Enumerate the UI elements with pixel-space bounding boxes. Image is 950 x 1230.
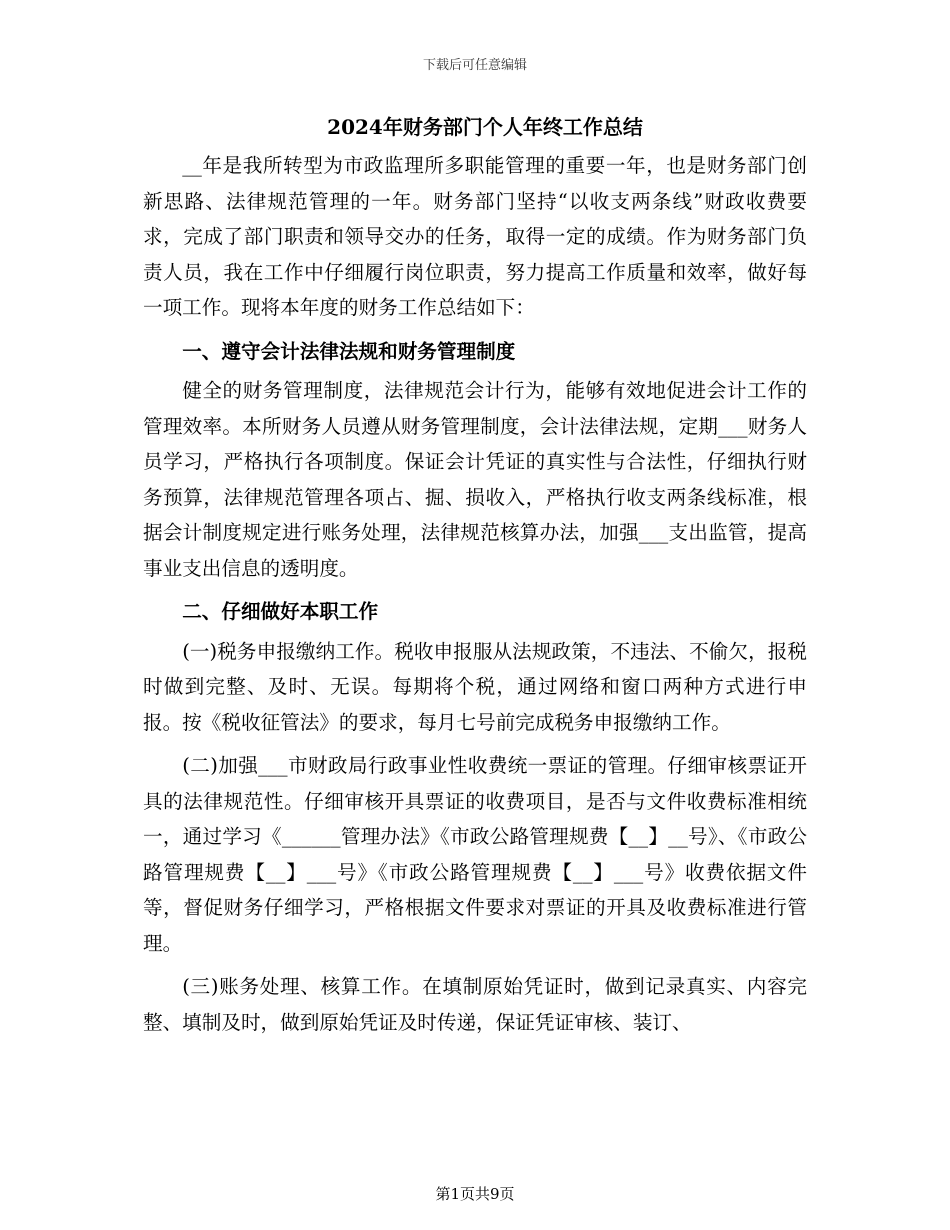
document-body <box>143 112 807 1040</box>
item-2-paragraph: (二)加强___市财政局行政事业性收费统一票证的管理。仔细审核票证开具的法律规范性。仔细审核开具票证的收费项目，是否与文件收费标准相统一，通过学习《______管理办法》《市政公路管理规费【__】__号》、《市政公路管理规费【__】___号》《市政公路管理规费【__】___号》收费依据文件等，督促财务仔细学习，严格根据文件要求对票证的开具及收费标准进行管理。 <box>143 754 807 955</box>
item-1-paragraph: (一)税务申报缴纳工作。税收申报服从法规政策，不违法、不偷欠，报税时做到完整、及时、无误。每期将个税，通过网络和窗口两种方式进行申报。按《税收征管法》的要求，每月七号前完成税务申报缴纳工作。 <box>143 639 807 734</box>
header-note: 下载后可任意编辑 <box>422 58 527 73</box>
item-3-paragraph: (三)账务处理、核算工作。在填制原始凭证时，做到记录真实、内容完整、填制及时，做到原始凭证及时传递，保证凭证审核、装订、 <box>143 975 807 1034</box>
page-footer: 第1页共9页 <box>435 1185 515 1203</box>
document-title: 2024年财务部门个人年终工作总结 <box>327 115 643 139</box>
section-1-heading: 一、遵守会计法律法规和财务管理制度 <box>182 339 516 363</box>
section-1-paragraph: 健全的财务管理制度，法律规范会计行为，能够有效地促进会计工作的管理效率。本所财务人员遵从财务管理制度，会计法律法规，定期___财务人员学习，严格执行各项制度。保证会计凭证的真实性与合法性，仔细执行财务预算，法律规范管理各项占、掘、损收入，严格执行收支两条线标准，根据会计制度规定进行账务处理，法律规范核算办法，加强___支出监管，提高事业支出信息的透明度。 <box>143 379 807 580</box>
intro-paragraph: __年是我所转型为市政监理所多职能管理的重要一年，也是财务部门创新思路、法律规范管理的一年。财务部门坚持“以收支两条线”财政收费要求，完成了部门职责和领导交办的任务，取得一定的成绩。作为财务部门负责人员，我在工作中仔细履行岗位职责，努力提高工作质量和效率，做好每一项工作。现将本年度的财务工作总结如下： <box>143 154 807 319</box>
section-2-heading: 二、仔细做好本职工作 <box>182 600 379 623</box>
